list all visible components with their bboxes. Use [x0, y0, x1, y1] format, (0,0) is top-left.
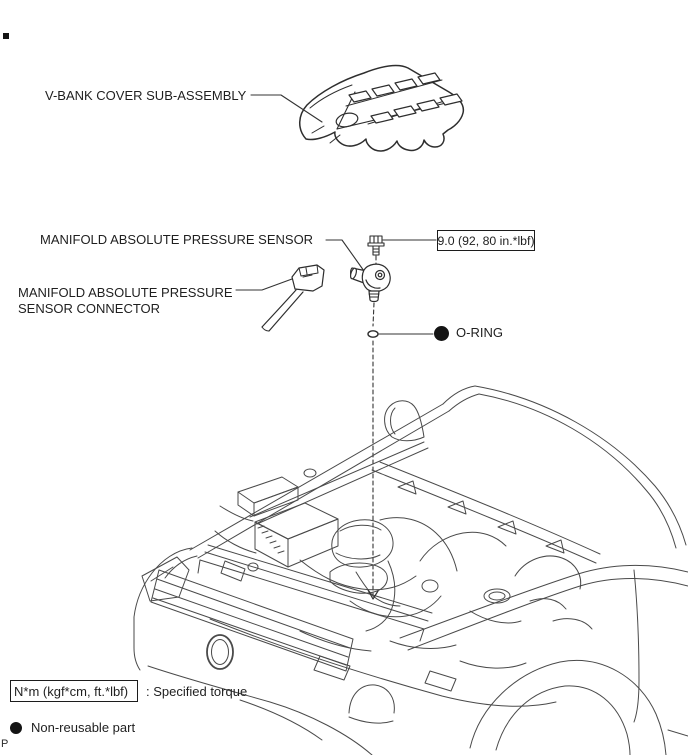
torque-units-box: [10, 680, 138, 702]
torque-meaning-text: : Specified torque: [146, 683, 248, 699]
connector-drawing: [262, 265, 324, 331]
label-o-ring: O-RING: [456, 325, 503, 340]
map-sensor-drawing: [349, 264, 390, 301]
label-map-sensor-connector: MANIFOLD ABSOLUTE PRESSURE SENSOR CONNECTOR: [18, 285, 233, 316]
v-bank-cover-drawing: [300, 66, 464, 151]
non-reusable-bullet-icon: [434, 326, 449, 341]
o-ring-callout: [434, 325, 503, 341]
torque-units-text: N*m (kgf*cm, ft.*lbf): [14, 683, 129, 699]
page-marker: P: [1, 738, 9, 750]
torque-spec-box: [437, 230, 535, 251]
bolt-drawing: [368, 236, 384, 255]
non-reusable-text: Non-reusable part: [31, 720, 136, 735]
label-map-sensor: MANIFOLD ABSOLUTE PRESSURE SENSOR: [40, 232, 314, 247]
leader-lines: [236, 95, 436, 334]
torque-legend: [10, 680, 247, 702]
non-reusable-bullet-icon: [10, 722, 22, 734]
torque-spec-value: 9.0 (92, 80 in.*lbf): [437, 233, 535, 248]
label-v-bank-cover: V-BANK COVER SUB-ASSEMBLY: [45, 88, 247, 103]
dashed-locator-line: [373, 256, 376, 596]
page-corner-mark: [3, 33, 9, 39]
non-reusable-legend: [10, 720, 135, 735]
o-ring-drawing: [368, 331, 378, 337]
